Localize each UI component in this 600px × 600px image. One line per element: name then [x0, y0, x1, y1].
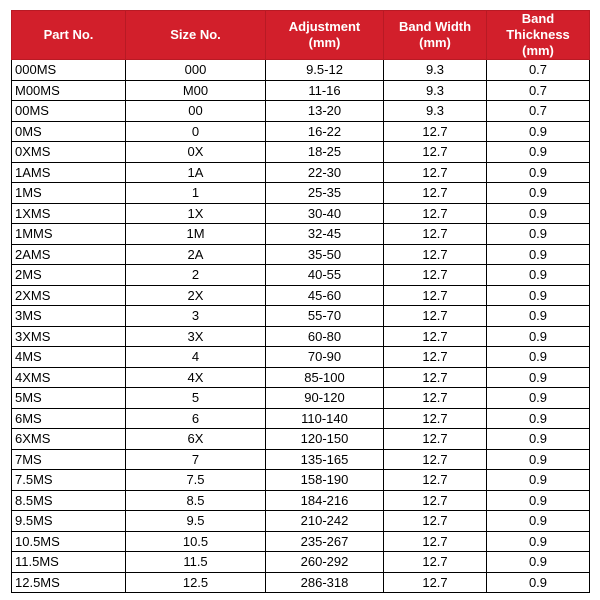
cell-part-no: 11.5MS [12, 552, 126, 573]
table-row [12, 511, 590, 532]
cell-part-no: 7MS [12, 449, 126, 470]
cell-part-no: 6XMS [12, 429, 126, 450]
cell-band-thickness: 0.7 [487, 60, 590, 81]
table-row [12, 388, 590, 409]
cell-part-no: 2XMS [12, 285, 126, 306]
cell-band-thickness: 0.9 [487, 244, 590, 265]
cell-adjustment: 210-242 [266, 511, 384, 532]
cell-adjustment: 45-60 [266, 285, 384, 306]
cell-part-no: 10.5MS [12, 531, 126, 552]
cell-adjustment: 11-16 [266, 80, 384, 101]
spec-table [11, 10, 590, 593]
cell-adjustment: 135-165 [266, 449, 384, 470]
cell-band-thickness: 0.9 [487, 408, 590, 429]
cell-band-thickness: 0.9 [487, 367, 590, 388]
cell-band-thickness: 0.9 [487, 326, 590, 347]
cell-adjustment: 30-40 [266, 203, 384, 224]
cell-adjustment: 260-292 [266, 552, 384, 573]
cell-part-no: 1XMS [12, 203, 126, 224]
cell-band-width: 12.7 [384, 306, 487, 327]
cell-band-width: 12.7 [384, 490, 487, 511]
cell-size-no: 0 [126, 121, 266, 142]
cell-band-width: 12.7 [384, 203, 487, 224]
cell-adjustment: 60-80 [266, 326, 384, 347]
header-adjustment: Adjustment (mm) [266, 11, 384, 60]
cell-size-no: 4X [126, 367, 266, 388]
cell-size-no: 5 [126, 388, 266, 409]
cell-part-no: 3MS [12, 306, 126, 327]
cell-part-no: 6MS [12, 408, 126, 429]
cell-band-width: 12.7 [384, 429, 487, 450]
cell-part-no: 7.5MS [12, 470, 126, 491]
cell-size-no: 10.5 [126, 531, 266, 552]
table-row [12, 306, 590, 327]
table-row [12, 490, 590, 511]
cell-band-width: 12.7 [384, 162, 487, 183]
cell-adjustment: 13-20 [266, 101, 384, 122]
cell-band-width: 9.3 [384, 60, 487, 81]
cell-part-no: 00MS [12, 101, 126, 122]
cell-adjustment: 286-318 [266, 572, 384, 593]
header-band-thickness: Band Thickness (mm) [487, 11, 590, 60]
table-row [12, 572, 590, 593]
cell-size-no: 2X [126, 285, 266, 306]
table-row [12, 224, 590, 245]
cell-part-no: 5MS [12, 388, 126, 409]
cell-adjustment: 32-45 [266, 224, 384, 245]
cell-size-no: 0X [126, 142, 266, 163]
cell-band-thickness: 0.9 [487, 511, 590, 532]
cell-part-no: 9.5MS [12, 511, 126, 532]
cell-adjustment: 25-35 [266, 183, 384, 204]
cell-adjustment: 55-70 [266, 306, 384, 327]
cell-size-no: 4 [126, 347, 266, 368]
table-row [12, 101, 590, 122]
cell-part-no: 1MMS [12, 224, 126, 245]
cell-band-thickness: 0.9 [487, 121, 590, 142]
cell-size-no: 000 [126, 60, 266, 81]
cell-size-no: 9.5 [126, 511, 266, 532]
header-row [12, 11, 590, 60]
cell-band-width: 9.3 [384, 80, 487, 101]
cell-band-width: 12.7 [384, 285, 487, 306]
cell-band-thickness: 0.9 [487, 142, 590, 163]
cell-band-thickness: 0.9 [487, 470, 590, 491]
cell-size-no: 6X [126, 429, 266, 450]
cell-band-thickness: 0.7 [487, 101, 590, 122]
cell-band-thickness: 0.9 [487, 490, 590, 511]
cell-band-width: 12.7 [384, 408, 487, 429]
cell-band-width: 12.7 [384, 552, 487, 573]
table-row [12, 80, 590, 101]
table-body [12, 60, 590, 593]
cell-size-no: M00 [126, 80, 266, 101]
header-band-width: Band Width (mm) [384, 11, 487, 60]
cell-part-no: 000MS [12, 60, 126, 81]
table-row [12, 552, 590, 573]
cell-band-width: 12.7 [384, 511, 487, 532]
table-row [12, 142, 590, 163]
cell-size-no: 1M [126, 224, 266, 245]
cell-band-thickness: 0.9 [487, 531, 590, 552]
cell-band-width: 12.7 [384, 224, 487, 245]
cell-band-thickness: 0.9 [487, 285, 590, 306]
table-row [12, 183, 590, 204]
cell-band-width: 12.7 [384, 265, 487, 286]
header-part-no: Part No. [12, 11, 126, 60]
cell-adjustment: 120-150 [266, 429, 384, 450]
cell-size-no: 1A [126, 162, 266, 183]
cell-adjustment: 40-55 [266, 265, 384, 286]
cell-band-thickness: 0.9 [487, 347, 590, 368]
cell-band-width: 12.7 [384, 531, 487, 552]
table-row [12, 121, 590, 142]
cell-size-no: 2 [126, 265, 266, 286]
cell-adjustment: 85-100 [266, 367, 384, 388]
cell-band-thickness: 0.9 [487, 552, 590, 573]
cell-part-no: 4XMS [12, 367, 126, 388]
cell-band-width: 12.7 [384, 244, 487, 265]
cell-band-width: 12.7 [384, 572, 487, 593]
cell-size-no: 7 [126, 449, 266, 470]
cell-size-no: 00 [126, 101, 266, 122]
cell-size-no: 3X [126, 326, 266, 347]
cell-part-no: 1MS [12, 183, 126, 204]
cell-band-width: 12.7 [384, 470, 487, 491]
cell-size-no: 6 [126, 408, 266, 429]
cell-size-no: 7.5 [126, 470, 266, 491]
cell-size-no: 3 [126, 306, 266, 327]
cell-adjustment: 16-22 [266, 121, 384, 142]
cell-part-no: 4MS [12, 347, 126, 368]
cell-band-thickness: 0.9 [487, 449, 590, 470]
cell-band-thickness: 0.9 [487, 388, 590, 409]
cell-part-no: 8.5MS [12, 490, 126, 511]
cell-part-no: 2AMS [12, 244, 126, 265]
table-row [12, 470, 590, 491]
cell-part-no: 0MS [12, 121, 126, 142]
cell-adjustment: 35-50 [266, 244, 384, 265]
cell-size-no: 8.5 [126, 490, 266, 511]
cell-adjustment: 18-25 [266, 142, 384, 163]
cell-band-width: 12.7 [384, 142, 487, 163]
cell-size-no: 1X [126, 203, 266, 224]
cell-adjustment: 70-90 [266, 347, 384, 368]
table-row [12, 367, 590, 388]
cell-band-thickness: 0.7 [487, 80, 590, 101]
cell-band-width: 12.7 [384, 367, 487, 388]
cell-band-width: 12.7 [384, 388, 487, 409]
table-row [12, 244, 590, 265]
table-row [12, 162, 590, 183]
table-row [12, 265, 590, 286]
cell-band-thickness: 0.9 [487, 306, 590, 327]
cell-band-thickness: 0.9 [487, 572, 590, 593]
table-row [12, 285, 590, 306]
cell-adjustment: 9.5-12 [266, 60, 384, 81]
cell-adjustment: 110-140 [266, 408, 384, 429]
cell-part-no: 1AMS [12, 162, 126, 183]
cell-part-no: M00MS [12, 80, 126, 101]
spec-table-container [11, 10, 589, 593]
cell-band-width: 12.7 [384, 347, 487, 368]
header-size-no: Size No. [126, 11, 266, 60]
table-header [12, 11, 590, 60]
cell-size-no: 2A [126, 244, 266, 265]
cell-band-thickness: 0.9 [487, 429, 590, 450]
cell-band-width: 12.7 [384, 183, 487, 204]
table-row [12, 203, 590, 224]
cell-part-no: 3XMS [12, 326, 126, 347]
cell-adjustment: 22-30 [266, 162, 384, 183]
cell-band-thickness: 0.9 [487, 224, 590, 245]
cell-size-no: 1 [126, 183, 266, 204]
table-row [12, 326, 590, 347]
table-row [12, 531, 590, 552]
table-row [12, 60, 590, 81]
table-row [12, 347, 590, 368]
table-row [12, 429, 590, 450]
table-row [12, 449, 590, 470]
cell-part-no: 0XMS [12, 142, 126, 163]
cell-band-thickness: 0.9 [487, 265, 590, 286]
cell-size-no: 11.5 [126, 552, 266, 573]
table-row [12, 408, 590, 429]
cell-size-no: 12.5 [126, 572, 266, 593]
cell-part-no: 2MS [12, 265, 126, 286]
cell-band-thickness: 0.9 [487, 162, 590, 183]
cell-adjustment: 158-190 [266, 470, 384, 491]
cell-band-thickness: 0.9 [487, 183, 590, 204]
cell-band-width: 12.7 [384, 449, 487, 470]
cell-band-thickness: 0.9 [487, 203, 590, 224]
cell-band-width: 9.3 [384, 101, 487, 122]
cell-band-width: 12.7 [384, 326, 487, 347]
cell-band-width: 12.7 [384, 121, 487, 142]
cell-adjustment: 235-267 [266, 531, 384, 552]
cell-adjustment: 90-120 [266, 388, 384, 409]
cell-part-no: 12.5MS [12, 572, 126, 593]
cell-adjustment: 184-216 [266, 490, 384, 511]
